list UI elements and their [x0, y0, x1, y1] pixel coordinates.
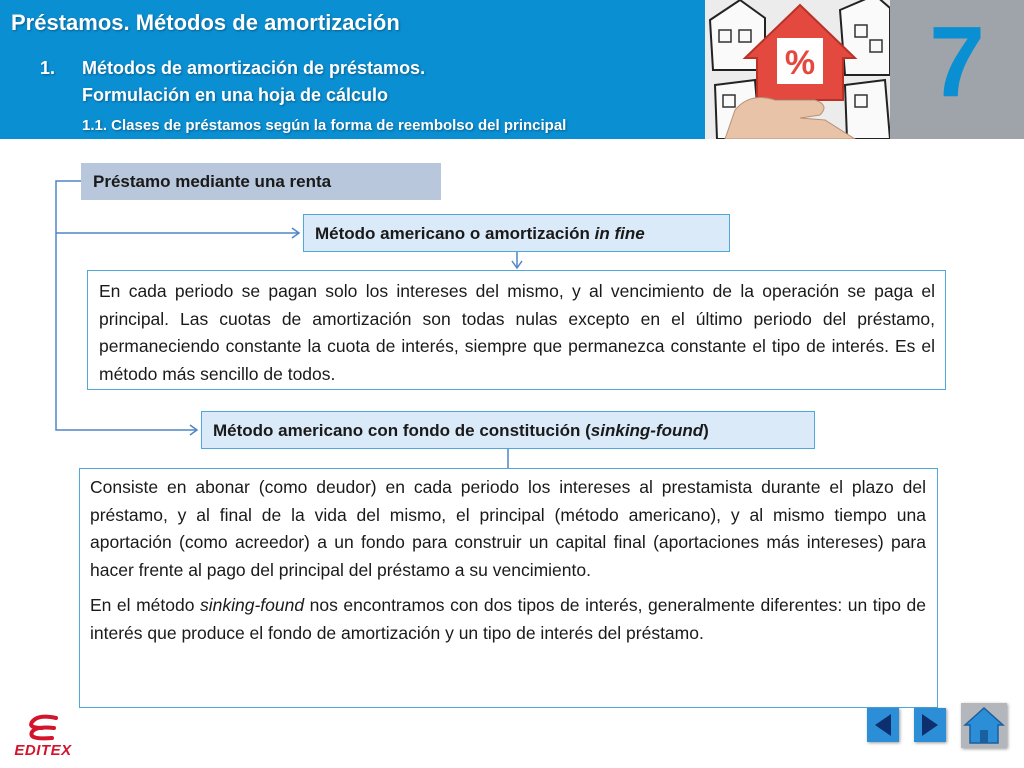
editex-logo — [8, 712, 78, 762]
next-slide-button[interactable] — [914, 708, 946, 742]
description-sinking-fund-p2 — [90, 592, 926, 647]
chapter-number: 7 — [929, 6, 985, 118]
label-metodo-americano-italic: in fine — [594, 224, 645, 243]
description-metodo-americano — [87, 270, 946, 390]
home-icon — [961, 703, 1007, 748]
subsection-title: 1.1. Clases de préstamos según la forma de reembolso del principal — [82, 117, 567, 134]
editex-logo-text: EDITEX — [14, 742, 72, 759]
home-button[interactable] — [961, 703, 1007, 748]
label-metodo-americano-text: Método americano o amortización — [315, 224, 595, 243]
label-prestamo-renta-text: Préstamo mediante una renta — [93, 172, 332, 191]
editex-logo-icon — [8, 712, 78, 744]
label-sinking-fund-prefix: Método americano con fondo de constitución ( — [213, 421, 591, 440]
description-sinking-fund-p1: Consiste en abonar (como deudor) en cada periodo los intereses al prestamista durante el plazo del préstamo, y al final de la vida del mismo, el principal (método americano), y al mismo tiempo una aportación (como acreedor) a un fondo para construir un capital final (aportaciones más intereses) para hacer frente al pago del principal del préstamo a su vencimiento. — [90, 477, 926, 580]
arrow-left-icon — [867, 708, 899, 742]
description-metodo-americano-text: En cada periodo se pagan solo los intereses del mismo, y al vencimiento de la operación se paga el principal. Las cuotas de amortización son todas nulas excepto en el último periodo del préstamo, permaneciendo constante la cuota de interés, siempre que permanezca constante el tipo de interés. Es el método más sencillo de todos. — [99, 281, 935, 384]
label-metodo-sinking-fund — [201, 411, 815, 449]
section-title-line1: Métodos de amortización de préstamos. — [82, 58, 426, 78]
section-title-line2: Formulación en una hoja de cálculo — [82, 85, 389, 105]
label-sinking-fund-suffix: ) — [703, 421, 709, 440]
sinking-fund-p2-italic: sinking-found — [200, 595, 305, 615]
section-number: 1. — [40, 58, 56, 78]
sinking-fund-p2-prefix: En el método — [90, 595, 200, 615]
arrow-right-icon — [914, 708, 946, 742]
percent-symbol: % — [784, 44, 816, 82]
label-metodo-americano — [303, 214, 730, 252]
page-title: Préstamos. Métodos de amortización — [11, 10, 400, 35]
previous-slide-button[interactable] — [867, 708, 899, 742]
label-prestamo-renta — [81, 163, 441, 200]
label-sinking-fund-italic: sinking-found — [590, 421, 704, 440]
description-sinking-fund — [79, 468, 938, 708]
sinking-fund-p2-suffix: nos encontramos con dos tipos de interés, generalmente diferentes: un tipo de interés que produce el fondo de amortización y un tipo de interés del préstamo. — [90, 595, 926, 643]
